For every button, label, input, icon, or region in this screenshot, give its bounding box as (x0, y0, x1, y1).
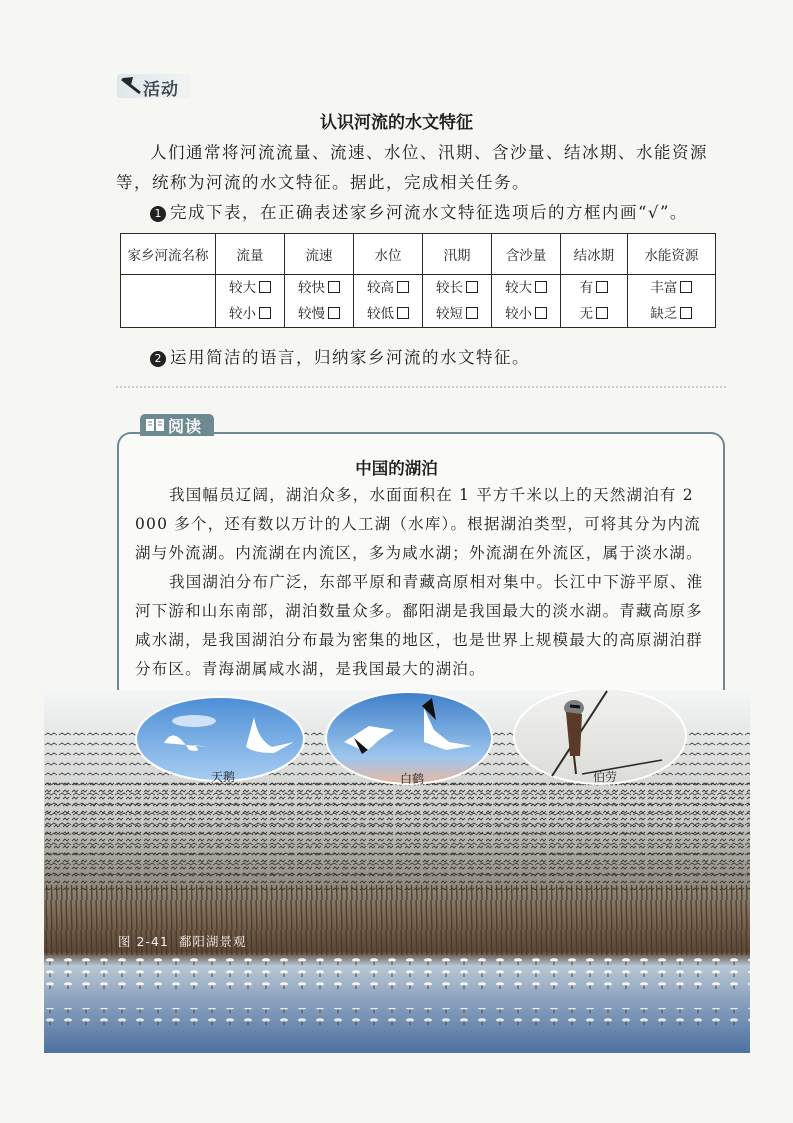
inset-label-crane: 白鹤 (400, 772, 425, 786)
task-1-text: 完成下表，在正确表述家乡河流水文特征选项后的方框内画“√”。 (170, 203, 688, 222)
freeze-options (561, 275, 628, 328)
option-label: 缺乏 (650, 306, 678, 322)
option-label: 较小 (505, 306, 533, 322)
reading-paragraph-2: 我国湖泊分布广泛，东部平原和青藏高原相对集中。长江中下游平原、淮河下游和山东南部，湖泊数量众多。鄱阳湖是我国最大的淡水湖。青藏高原多咸水湖，是我国湖泊分布最为密集的地区，也是世界上规模最大的高原湖泊群分布区。青海湖属咸水湖，是我国最大的湖泊。 (135, 573, 704, 678)
poyang-lake-photo (44, 690, 750, 1053)
hydrology-table (120, 233, 716, 328)
header-sediment: 含沙量 (492, 234, 561, 275)
checkbox[interactable] (596, 307, 608, 319)
option-label: 较快 (298, 280, 326, 296)
option-label: 较慢 (298, 306, 326, 322)
activity-badge-label: 活动 (143, 80, 179, 100)
option-label: 较短 (436, 306, 464, 322)
reading-title: 中国的湖泊 (355, 459, 438, 478)
header-hydropower: 水能资源 (627, 234, 715, 275)
option-label: 无 (579, 306, 594, 322)
option-label: 较大 (229, 280, 256, 296)
option-label: 较低 (367, 306, 395, 322)
checkbox[interactable] (397, 307, 409, 319)
option-label: 丰富 (650, 280, 678, 296)
option-label: 较高 (367, 280, 395, 296)
option-label: 较长 (436, 280, 464, 296)
hydropower-options (627, 275, 715, 328)
checkbox[interactable] (680, 281, 692, 293)
flow-options (216, 275, 285, 328)
header-freeze: 结冰期 (561, 234, 628, 275)
option-label: 有 (579, 280, 594, 296)
header-flow: 流量 (216, 234, 285, 275)
checkbox[interactable] (535, 307, 547, 319)
table-row (121, 275, 716, 328)
table-header-row (121, 234, 716, 275)
river-name-cell[interactable] (121, 275, 216, 328)
option-label: 较大 (505, 280, 533, 296)
water-level-options (354, 275, 423, 328)
task-1 (150, 198, 740, 228)
checkbox[interactable] (328, 307, 340, 319)
header-water-level: 水位 (354, 234, 423, 275)
option-label: 较小 (229, 306, 256, 322)
reading-badge-label: 阅读 (168, 417, 203, 436)
header-flood-season: 汛期 (423, 234, 492, 275)
task-2-text: 运用简洁的语言，归纳家乡河流的水文特征。 (170, 348, 530, 367)
flag-icon (119, 76, 143, 96)
inset-label-shrike: 伯劳 (593, 770, 618, 784)
activity-badge (117, 74, 191, 98)
reading-badge (140, 414, 214, 436)
checkbox[interactable] (259, 307, 271, 319)
sediment-options (492, 275, 561, 328)
checkbox[interactable] (680, 307, 692, 319)
checkbox[interactable] (259, 281, 271, 293)
checkbox[interactable] (397, 281, 409, 293)
header-velocity: 流速 (285, 234, 354, 275)
task-2-number: 2 (150, 351, 166, 367)
figure-caption-text: 鄱阳湖景观 (178, 934, 247, 949)
reading-paragraph-1: 我国幅员辽阔，湖泊众多，水面面积在 1 平方千米以上的天然湖泊有 2 000 多个，还有数以万计的人工湖（水库）。根据湖泊类型，可将其分为内流湖与外流湖。内流湖在内流区，多为咸水湖；外流湖在外流区，属于淡水湖。 (135, 486, 703, 562)
activity-intro: 人们通常将河流流量、流速、水位、汛期、含沙量、结冰期、水能资源等，统称为河流的水文特征。据此，完成相关任务。 (116, 143, 708, 192)
checkbox[interactable] (596, 281, 608, 293)
header-river-name: 家乡河流名称 (121, 234, 216, 275)
book-icon (146, 419, 164, 431)
inset-label-swan: 天鹅 (211, 770, 236, 784)
task-1-number: 1 (150, 206, 166, 222)
checkbox[interactable] (328, 281, 340, 293)
section-divider (116, 386, 726, 388)
velocity-options (285, 275, 354, 328)
flood-season-options (423, 275, 492, 328)
figure-number: 图 2-41 (118, 934, 169, 949)
task-2 (150, 343, 740, 373)
figure-caption (118, 932, 246, 950)
checkbox[interactable] (466, 281, 478, 293)
checkbox[interactable] (535, 281, 547, 293)
activity-title: 认识河流的水文特征 (320, 113, 473, 133)
checkbox[interactable] (466, 307, 478, 319)
